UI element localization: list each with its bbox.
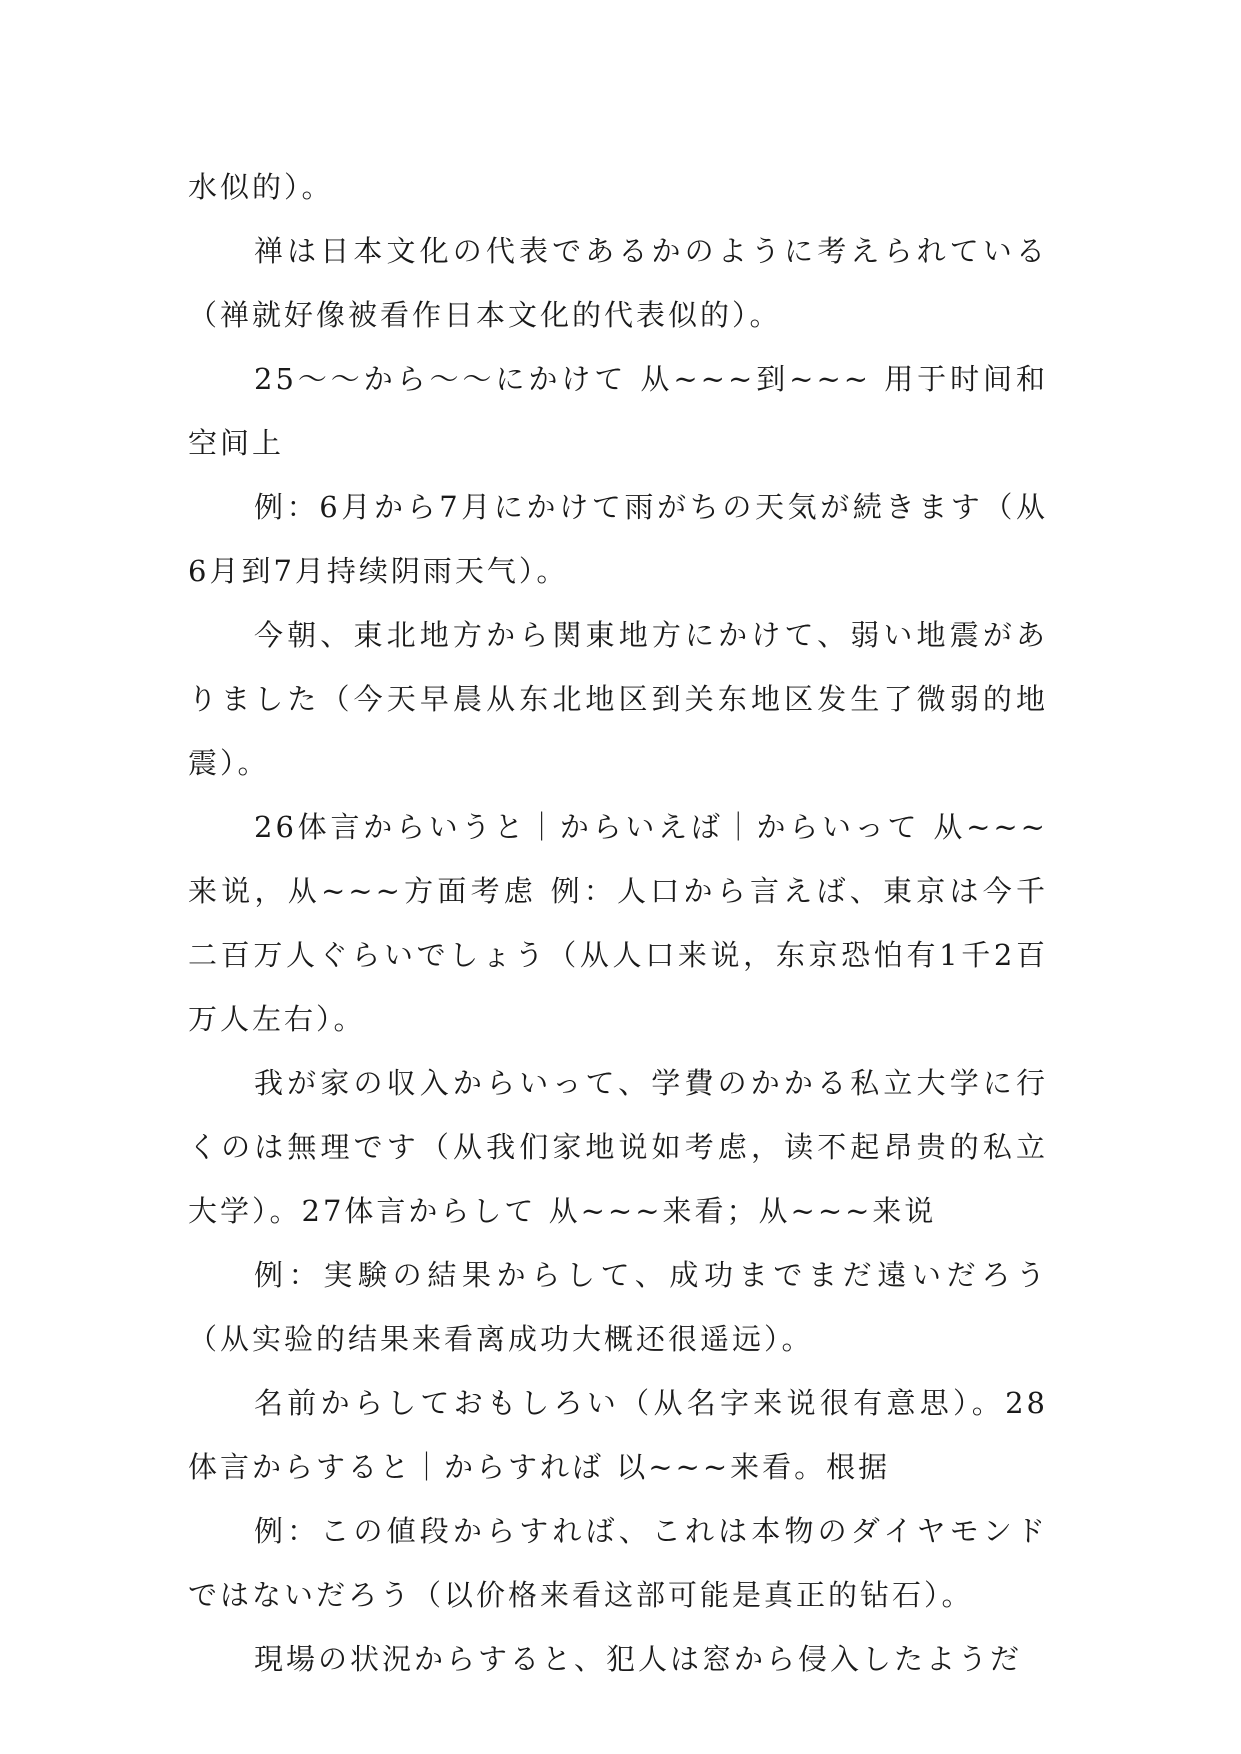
body-text <box>188 155 1048 1691</box>
paragraph: 水似的）。 <box>188 170 334 204</box>
paragraph: 25～～から～～にかけて 从~~~到~~~ 用于时间和空间上 <box>188 362 1048 460</box>
paragraph: 例：この値段からすれば、これは本物のダイヤモンドではないだろう（以价格来看这部可能是真正的钻石）。 <box>188 1514 1048 1612</box>
paragraph: 禅は日本文化の代表であるかのように考えられている（禅就好像被看作日本文化的代表似的）。 <box>188 234 1048 332</box>
paragraph: 例：6月から7月にかけて雨がちの天気が続きます（从6月到7月持续阴雨天气）。 <box>188 490 1048 588</box>
paragraph: 今朝、東北地方から関東地方にかけて、弱い地震がありました（今天早晨从东北地区到关东地区发生了微弱的地震）。 <box>188 618 1048 780</box>
paragraph: 26体言からいうと｜からいえば｜からいって 从~~~来说，从~~~方面考虑 例：人口から言えば、東京は今千二百万人ぐらいでしょう（从人口来说，东京恐怕有1千2百万人左右）。 <box>188 810 1048 1036</box>
paragraph: 現場の状況からすると、犯人は窓から侵入したようだ <box>254 1642 1023 1676</box>
paragraph: 例：実験の結果からして、成功までまだ遠いだろう（从实验的结果来看离成功大概还很遥远）。 <box>188 1258 1048 1356</box>
paragraph: 我が家の収入からいって、学費のかかる私立大学に行くのは無理です（从我们家地说如考虑，读不起昂贵的私立大学）。27体言からして 从~~~来看；从~~~来说 <box>188 1066 1048 1228</box>
paragraph: 名前からしておもしろい（从名字来说很有意思）。28体言からすると｜からすれば 以~~~来看。根据 <box>188 1386 1048 1484</box>
